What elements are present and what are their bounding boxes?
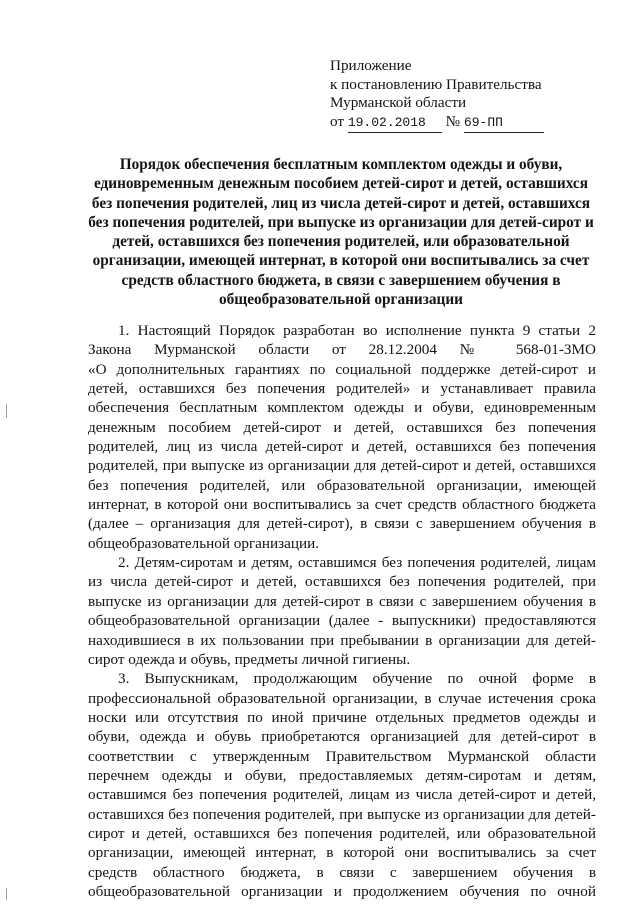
text-line: «О дополнительных гарантиях по социальной поддержке детей-сирот и bbox=[88, 360, 596, 378]
text-line: обуви, одежда и обувь приобретаются организацией для детей-сирот в bbox=[88, 728, 596, 746]
title-line: средств областного бюджета, в связи с завершением обучения в bbox=[121, 271, 561, 289]
text-line: 3. Выпускникам, продолжающим обучение по очной форме в bbox=[118, 670, 596, 688]
text-line: соответствии с утвержденным Правительством Мурманской области bbox=[88, 747, 596, 765]
text-line: обеспечения бесплатным комплектом одежды и обуви, единовременным bbox=[88, 399, 596, 417]
text-line: средств областного бюджета, в связи с завершением обучения в bbox=[88, 863, 596, 881]
text-line: 2. Детям-сиротам и детям, оставшимся без попечения родителей, лицам bbox=[118, 554, 596, 572]
annex-block bbox=[330, 57, 544, 133]
text-line: выпуске из организации для детей-сирот в связи с завершением обучения в bbox=[88, 592, 596, 610]
text-line: 1. Настоящий Порядок разработан во исполнение пункта 9 статьи 2 bbox=[118, 322, 596, 339]
title-line: детей, оставшихся без попечения родителей, или образовательной bbox=[112, 233, 570, 251]
document-title bbox=[86, 155, 596, 309]
annex-line: Приложение bbox=[330, 57, 412, 74]
text-line: оставшимся без попечения родителей, лицам из числа детей-сирот и детей, bbox=[88, 786, 596, 804]
annex-number-label: № bbox=[445, 112, 461, 130]
scan-edge-mark bbox=[6, 888, 7, 900]
title-line: единовременным денежным пособием детей-сирот и детей, оставшихся bbox=[93, 175, 589, 193]
text-line: сирот одежда и обувь, предметы личной гигиены. bbox=[88, 650, 411, 668]
text-line: родителей, при выпуске из организации для детей-сирот и детей, оставшихся bbox=[88, 457, 596, 475]
text-line: детей, оставшихся без попечения родителей» и устанавливает правила bbox=[88, 380, 596, 398]
annex-from-label: от bbox=[330, 112, 345, 130]
title-line: без попечения родителей, при выпуске из организации для детей-сирот и bbox=[88, 213, 594, 231]
text-line: носки или отсутствия по иной причине отдельных предметов одежды и bbox=[88, 708, 596, 726]
text-line: находившиеся в их пользовании при пребывании в организации для детей- bbox=[88, 631, 596, 649]
title-line: без попечения родителей, лиц из числа детей-сирот и детей, оставшихся bbox=[91, 194, 591, 212]
document-body bbox=[88, 321, 596, 901]
text-line: организации, имеющей интернат, в которой они воспитывались за счет bbox=[88, 844, 596, 862]
text-line: оставшихся без попечения родителей, при выпуске из организации для детей- bbox=[88, 805, 596, 823]
paragraph-1 bbox=[88, 321, 596, 553]
paragraph-2 bbox=[88, 553, 596, 669]
annex-date-line bbox=[330, 113, 544, 134]
title-line: организации, имеющей интернат, в которой они воспитывались за счет bbox=[92, 252, 590, 270]
text-line: сирот и детей, оставшихся без попечения родителей, или образовательной bbox=[88, 824, 596, 842]
title-line: общеобразовательной организации bbox=[219, 291, 463, 309]
text-line: родителей, лиц из числа детей-сирот и детей, оставшихся без попечения bbox=[88, 438, 596, 456]
text-line: общеобразовательной организации (далее - выпускники) предоставляются bbox=[88, 612, 596, 630]
text-line: из числа детей-сирот и детей, оставшихся без попечения родителей, при bbox=[88, 573, 596, 591]
text-line: общеобразовательной организации. bbox=[88, 534, 320, 552]
text-line: Закона Мурманской области от 28.12.2004 № 568-01-ЗМО bbox=[88, 341, 596, 359]
annex-date: 19.02.2018 bbox=[348, 114, 442, 134]
text-line: общеобразовательной организации и продолжением обучения по очной bbox=[88, 882, 596, 900]
text-line: денежным пособием детей-сирот и детей, оставшихся без попечения bbox=[88, 418, 596, 436]
annex-number: 69-ПП bbox=[464, 114, 544, 134]
text-line: (далее – организация для детей-сирот), в связи с завершением обучения в bbox=[88, 515, 596, 533]
annex-line: Мурманской области bbox=[330, 94, 467, 112]
text-line: интернат, в которой они воспитывались за счет средств областного бюджета bbox=[88, 496, 596, 514]
title-line: Порядок обеспечения бесплатным комплектом одежды и обуви, bbox=[119, 156, 563, 173]
text-line: без попечения родителей, или образовательной организации, имеющей bbox=[88, 476, 596, 494]
text-line: перечнем одежды и обуви, предоставляемых детям-сиротам и детям, bbox=[88, 766, 596, 784]
scan-edge-mark bbox=[6, 404, 7, 418]
annex-line: к постановлению Правительства bbox=[330, 75, 542, 93]
text-line: профессиональной образовательной организации, в случае истечения срока bbox=[88, 689, 596, 707]
paragraph-3 bbox=[88, 669, 596, 901]
